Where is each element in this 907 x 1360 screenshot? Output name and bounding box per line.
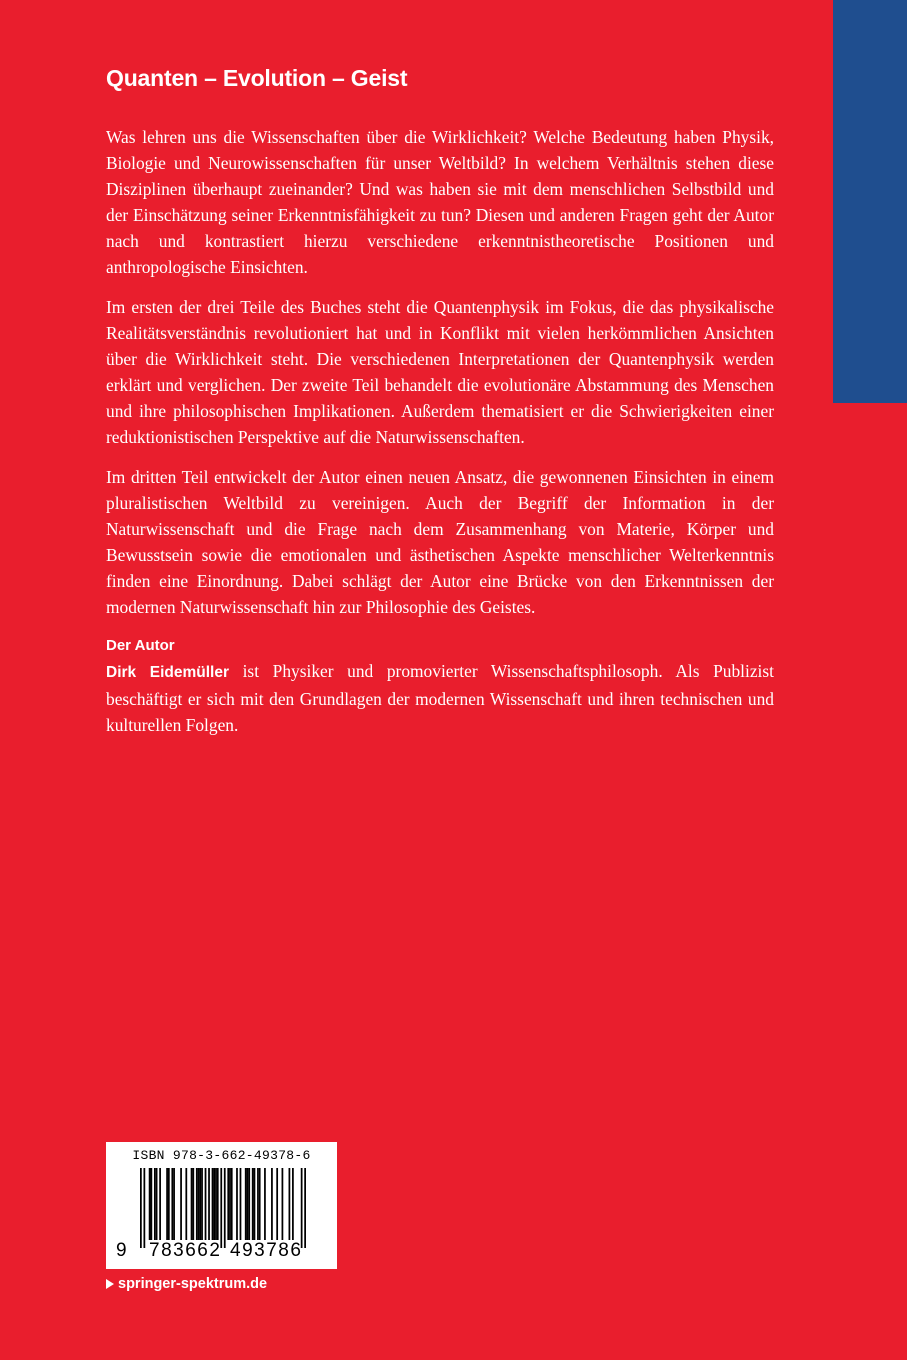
back-cover-text <box>106 62 774 738</box>
isbn-label: ISBN 978-3-662-49378-6 <box>132 1148 311 1163</box>
barcode-digits-left: 783662 <box>149 1240 222 1261</box>
barcode-digit-first: 9 <box>116 1240 127 1261</box>
blurb-paragraph-3: Im dritten Teil entwickelt der Autor einen neuen Ansatz, die gewonnenen Einsichten in einem pluralistischen Weltbild zu vereinigen. Auch der Begriff der Information in der Naturwissenschaft und die Frage nach dem Zusammenhang von Materie, Körper und Bewusstsein sowie die emotionalen und ästhetischen Aspekte menschlicher Welterkenntnis finden eine Einordnung. Dabei schlägt der Autor eine Brücke von den Erkenntnissen der modernen Naturwissenschaft hin zur Philosophie des Geistes. <box>106 467 774 617</box>
blurb-paragraph-2: Im ersten der drei Teile des Buches steht die Quantenphysik im Fokus, die das physikalische Realitätsverständnis revolutioniert hat und in Konflikt mit vielen herkömmlichen Ansichten über die Wirklichkeit steht. Die verschiedenen Interpretationen der Quantenphysik werden erklärt und verglichen. Der zweite Teil behandelt die evolutionäre Abstammung des Menschen und ihre philosophischen Implikationen. Außerdem thematisiert er die Schwierigkeiten einer reduktionistischen Perspektive auf die Naturwissenschaften. <box>106 297 774 447</box>
blurb-paragraph-1: Was lehren uns die Wissenschaften über die Wirklichkeit? Welche Bedeutung haben Physik, Biologie und Neurowissenschaften für unser Weltbild? In welchem Verhältnis stehen diese Disziplinen überhaupt zueinander? Und was haben sie mit dem menschlichen Selbstbild und der Einschätzung seiner Erkenntnisfähigkeit zu tun? Diesen und anderen Fragen geht der Autor nach und kontrastiert hierzu verschiedene erkenntnistheoretische Positionen und anthropologische Einsichten. <box>106 127 774 277</box>
author-bio-text: ist Physiker und promovierter Wissenschaftsphilosoph. Als Publizist beschäftigt er sich mit den Grundlagen der modernen Wissenschaft und ihren technischen und kulturellen Folgen. <box>106 661 774 735</box>
barcode-digits-right: 493786 <box>230 1240 303 1261</box>
blue-accent-band <box>833 0 907 403</box>
publisher-website[interactable] <box>106 1276 267 1292</box>
author-bio <box>106 658 774 738</box>
website-text: springer-spektrum.de <box>118 1276 268 1292</box>
triangle-right-icon <box>106 1279 114 1289</box>
barcode-icon <box>140 1168 306 1248</box>
isbn-barcode <box>106 1142 337 1269</box>
author-name: Dirk Eidemüller <box>106 664 229 681</box>
author-heading: Der Autor <box>106 637 175 654</box>
book-title: Quanten – Evolution – Geist <box>106 65 408 91</box>
